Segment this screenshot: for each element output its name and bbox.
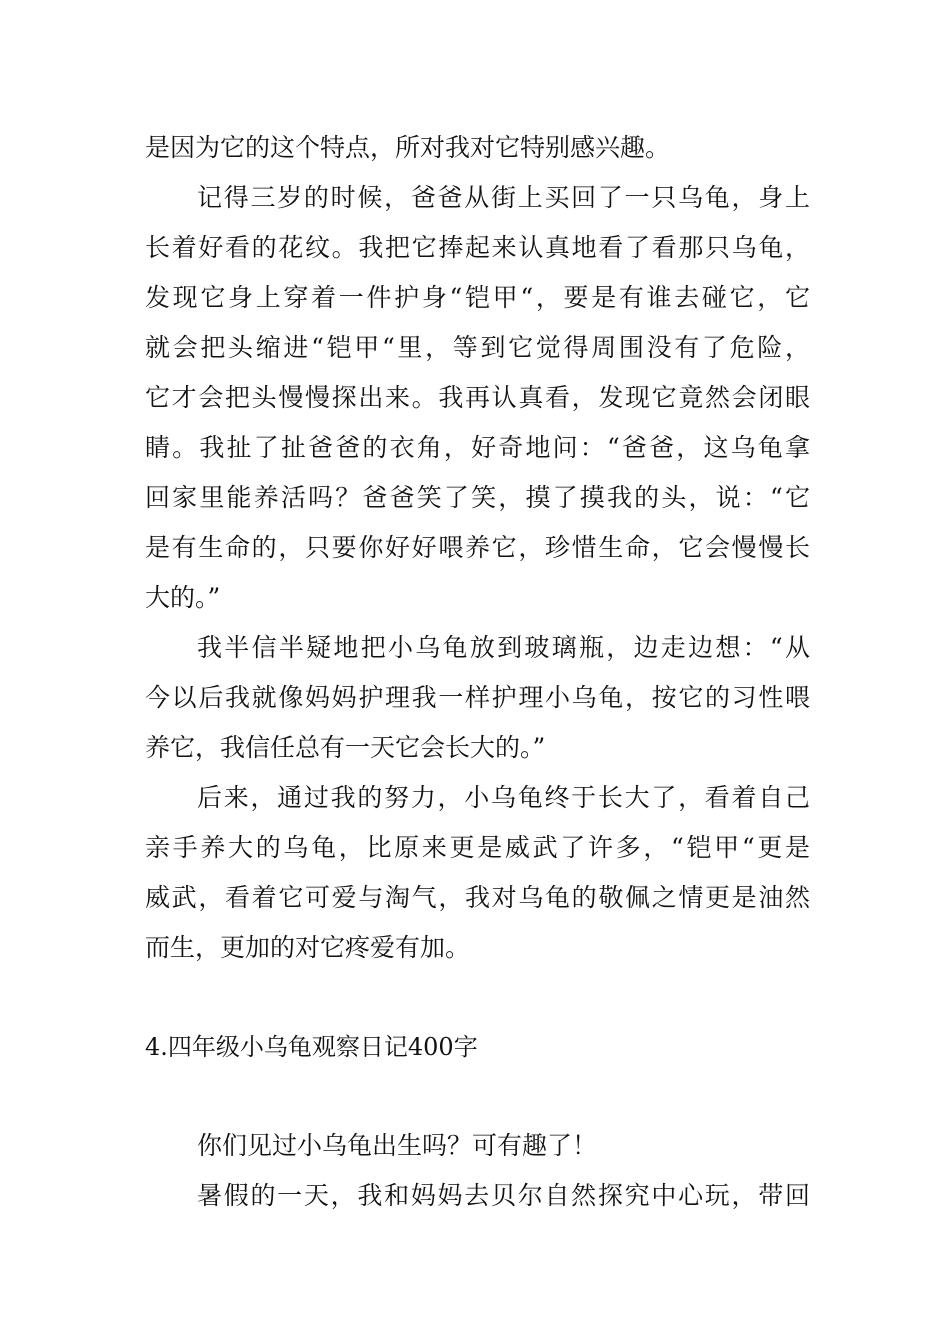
paragraph-line: 我半信半疑地把小乌龟放到玻璃瓶，边走边想：“从 (197, 633, 810, 662)
paragraph-line: 今以后我就像妈妈护理我一样护理小乌龟，按它的习性喂 (145, 683, 810, 712)
paragraph-line: 它才会把头慢慢探出来。我再认真看，发现它竟然会闭眼 (145, 383, 810, 412)
paragraph-line: 而生，更加的对它疼爱有加。 (145, 933, 471, 962)
section-heading: 4.四年级小乌龟观察日记400字 (145, 1033, 478, 1061)
paragraph-line: 亲手养大的乌龟，比原来更是威武了许多，“铠甲“更是 (145, 833, 810, 862)
paragraph-line: 是有生命的，只要你好好喂养它，珍惜生命，它会慢慢长 (145, 533, 810, 562)
paragraph-line: 大的。” (145, 583, 221, 612)
paragraph-line: 回家里能养活吗？爸爸笑了笑，摸了摸我的头，说：“它 (145, 483, 810, 512)
paragraph-line: 你们见过小乌龟出生吗？可有趣了！ (197, 1131, 598, 1160)
paragraph-line: 发现它身上穿着一件护身“铠甲“，要是有谁去碰它，它 (145, 283, 810, 312)
paragraph-line: 记得三岁的时候，爸爸从街上买回了一只乌龟，身上 (197, 183, 810, 212)
paragraph-line: 威武，看着它可爱与淘气，我对乌龟的敬佩之情更是油然 (145, 883, 810, 912)
paragraph-line: 睛。我扯了扯爸爸的衣角，好奇地问：“爸爸，这乌龟拿 (145, 433, 810, 462)
paragraph-line: 长着好看的花纹。我把它捧起来认真地看了看那只乌龟， (145, 233, 810, 262)
paragraph-line: 就会把头缩进“铠甲“里，等到它觉得周围没有了危险， (145, 333, 810, 362)
paragraph-line: 养它，我信任总有一天它会长大的。” (145, 733, 546, 762)
paragraph-line: 是因为它的这个特点，所对我对它特别感兴趣。 (145, 133, 671, 162)
paragraph-line: 后来，通过我的努力，小乌龟终于长大了，看着自己 (197, 783, 810, 812)
paragraph-line: 暑假的一天，我和妈妈去贝尔自然探究中心玩，带回 (197, 1181, 810, 1210)
